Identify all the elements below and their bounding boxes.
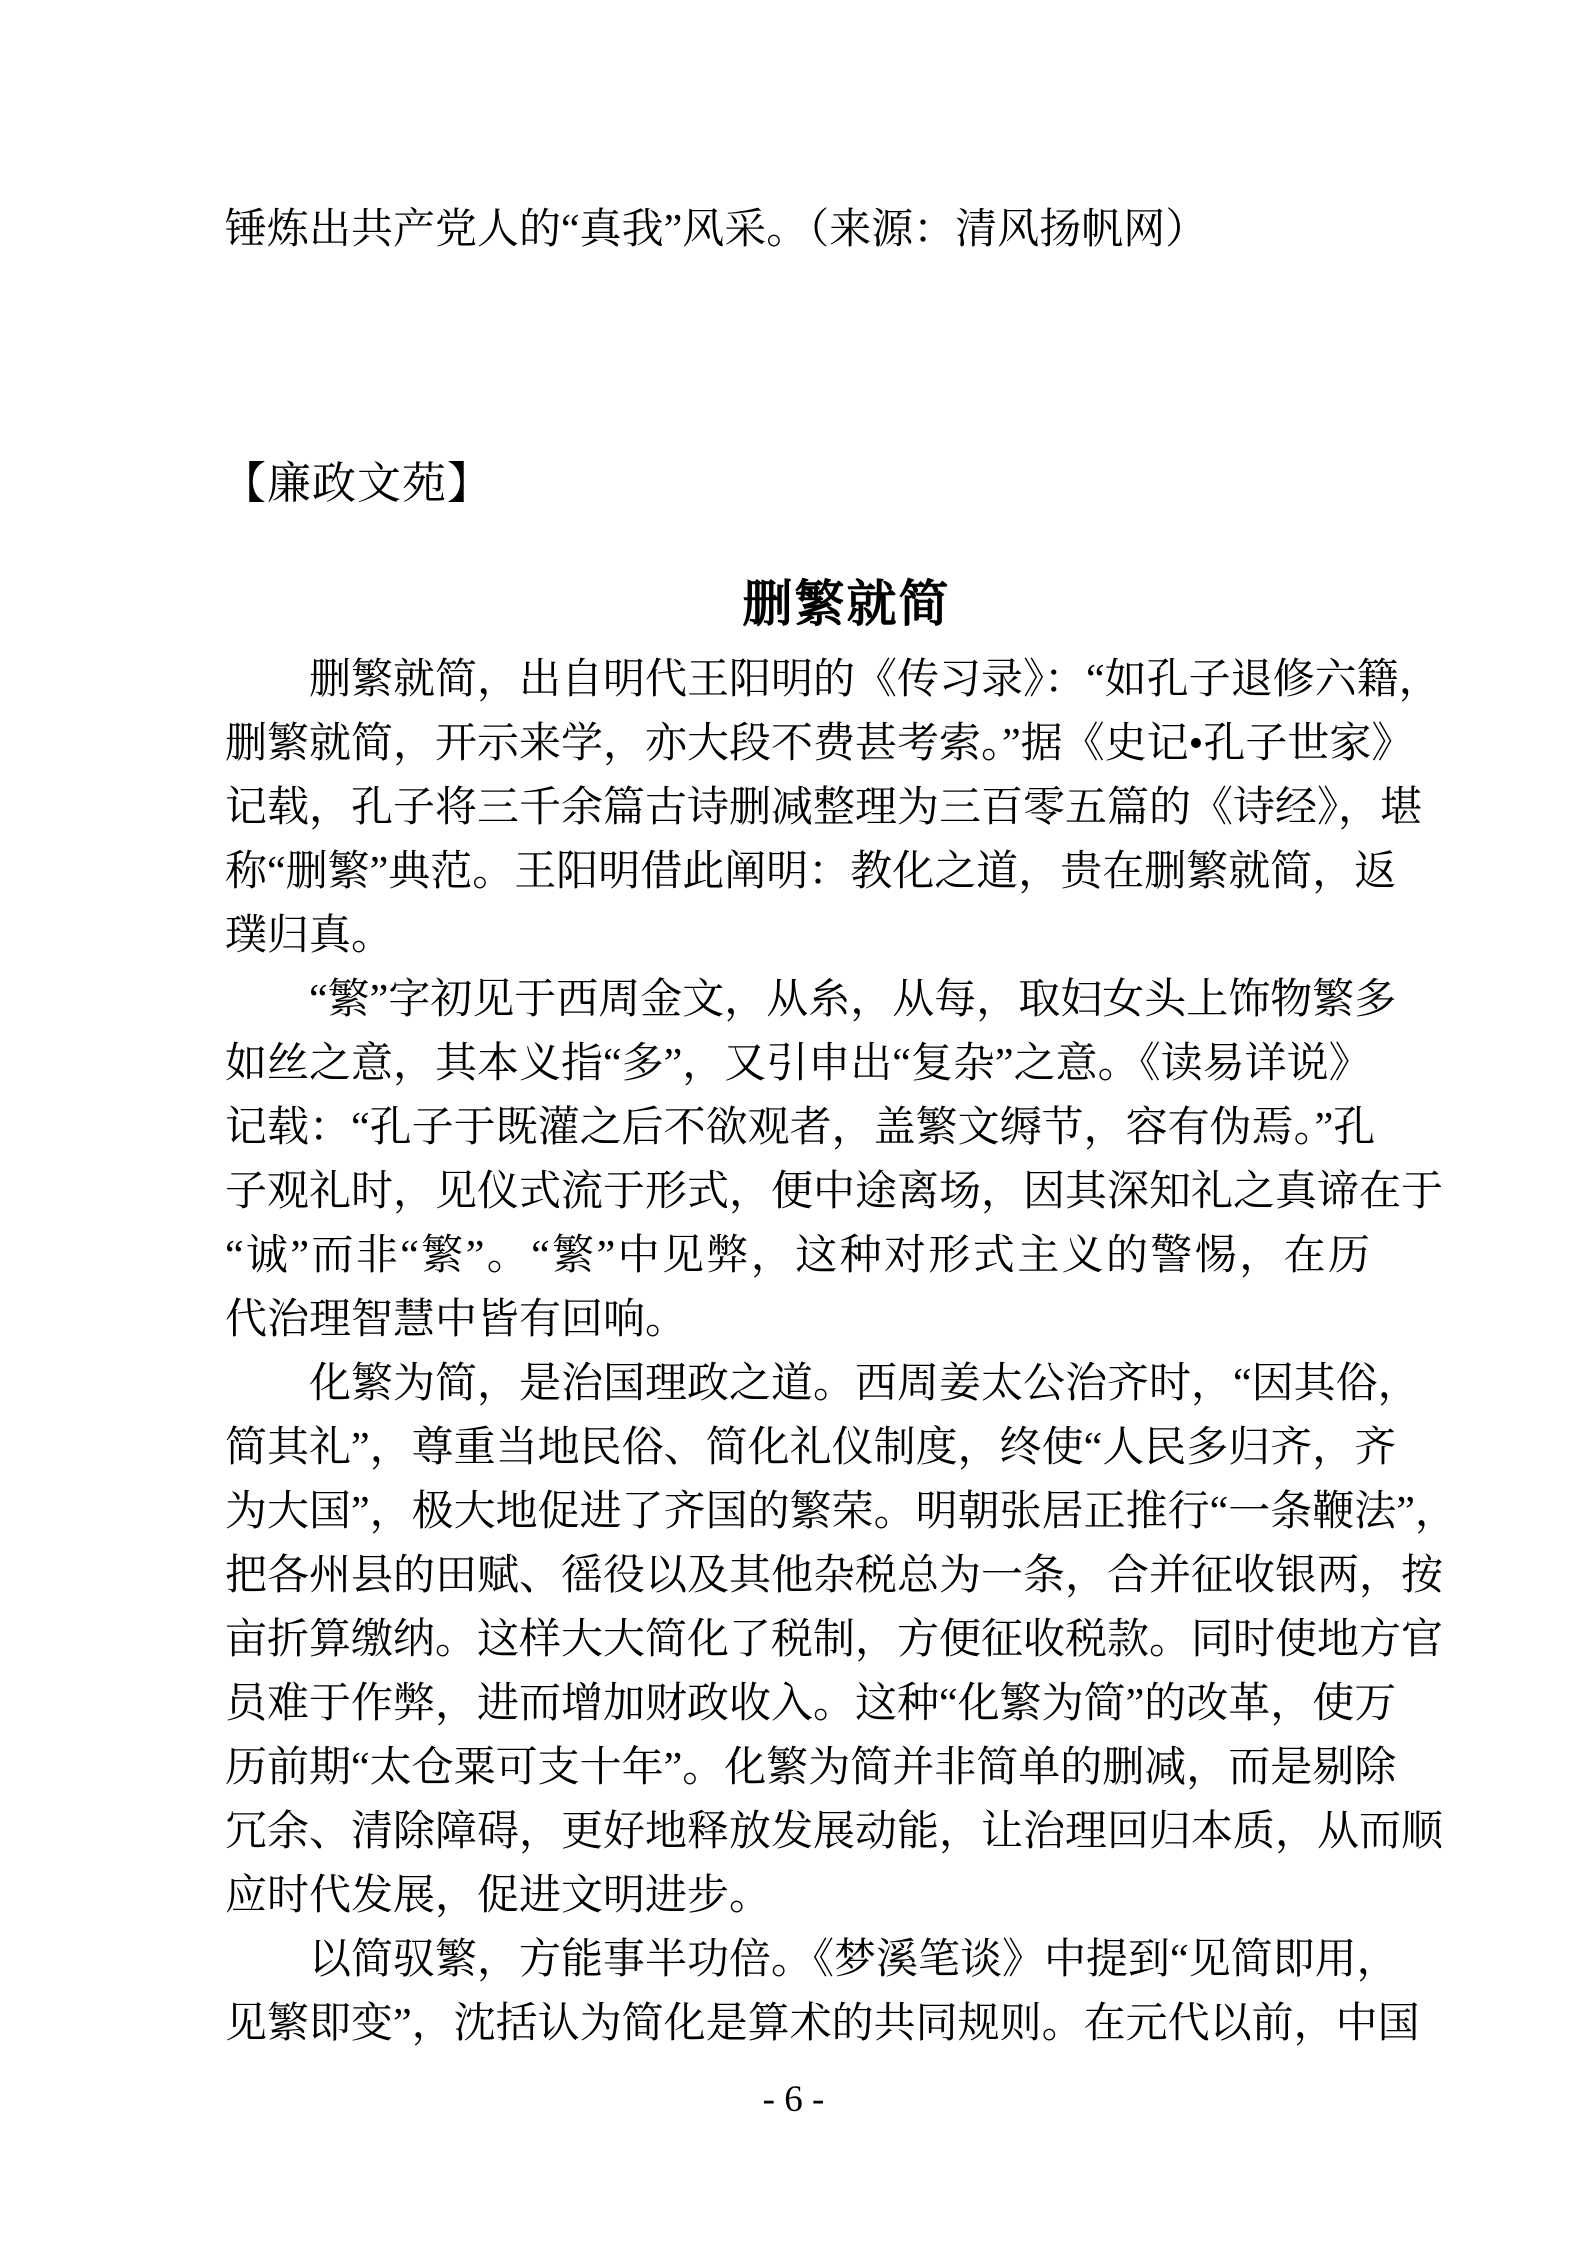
body-text-line: 记载，孔子将三千余篇古诗删减整理为三百零五篇的《诗经》，堪 xyxy=(225,785,1423,831)
body-text-line: 删繁就简，出自明代王阳明的《传习录》：“如孔子退修六籍， xyxy=(309,657,1441,703)
body-text-line: 以简驭繁，方能事半功倍。《梦溪笔谈》中提到“见简即用， xyxy=(309,1937,1399,1983)
body-text-line: 子观礼时，见仪式流于形式，便中途离场，因其深知礼之真谛在于 xyxy=(225,1169,1444,1215)
previous-article-closing-line: 锤炼出共产党人的“真我”风采。（来源：清风扬帆网） xyxy=(225,207,1208,253)
body-text-line: 化繁为简，是治国理政之道。西周姜太公治齐时，“因其俗， xyxy=(309,1361,1420,1407)
body-text-line: 为大国”，极大地促进了齐国的繁荣。明朝张居正推行“一条鞭法”， xyxy=(225,1489,1457,1535)
body-text-line: 见繁即变”，沈括认为简化是算术的共同规则。在元代以前，中国 xyxy=(225,2001,1420,2047)
page-number: - 6 - xyxy=(762,2079,825,2120)
body-text-line: “诚”而非“繁”。“繁”中见弊，这种对形式主义的警惕，在历 xyxy=(225,1233,1370,1279)
article-title xyxy=(225,568,1370,640)
body-text-line: 应时代发展，促进文明进步。 xyxy=(225,1873,772,1919)
body-text-line: 璞归真。 xyxy=(225,913,394,959)
body-text-line: 亩折算缴纳。这样大大简化了税制，方便征收税款。同时使地方官 xyxy=(225,1617,1444,1663)
article-title-text: 删繁就简 xyxy=(742,576,951,632)
body-text-line: 删繁就简，开示来学，亦大段不费甚考索。”据《史记•孔子世家》 xyxy=(225,721,1414,767)
body-text-line: “繁”字初见于西周金文，从糸，从每，取妇女头上饰物繁多 xyxy=(309,977,1397,1023)
body-text-line: 把各州县的田赋、徭役以及其他杂税总为一条，合并征收银两，按 xyxy=(225,1553,1444,1599)
article-body xyxy=(225,648,1457,2056)
body-text-line: 代治理智慧中皆有回响。 xyxy=(225,1297,688,1343)
section-header: 【廉政文苑】 xyxy=(222,459,492,508)
body-text-line: 记载：“孔子于既灌之后不欲观者，盖繁文缛节，容有伪焉。”孔 xyxy=(225,1105,1376,1151)
body-text-line: 历前期“太仓粟可支十年”。化繁为简并非简单的删减，而是剔除 xyxy=(225,1745,1397,1791)
body-text-line: 冗余、清除障碍，更好地释放发展动能，让治理回归本质，从而顺 xyxy=(225,1809,1444,1855)
body-text-line: 简其礼”，尊重当地民俗、简化礼仪制度，终使“人民多归齐，齐 xyxy=(225,1425,1397,1471)
body-text-line: 称“删繁”典范。王阳明借此阐明：教化之道，贵在删繁就简，返 xyxy=(225,849,1397,895)
body-text-line: 如丝之意，其本义指“多”，又引申出“复杂”之意。《读易详说》 xyxy=(225,1041,1371,1087)
body-text-line: 员难于作弊，进而增加财政收入。这种“化繁为简”的改革，使万 xyxy=(225,1681,1397,1727)
